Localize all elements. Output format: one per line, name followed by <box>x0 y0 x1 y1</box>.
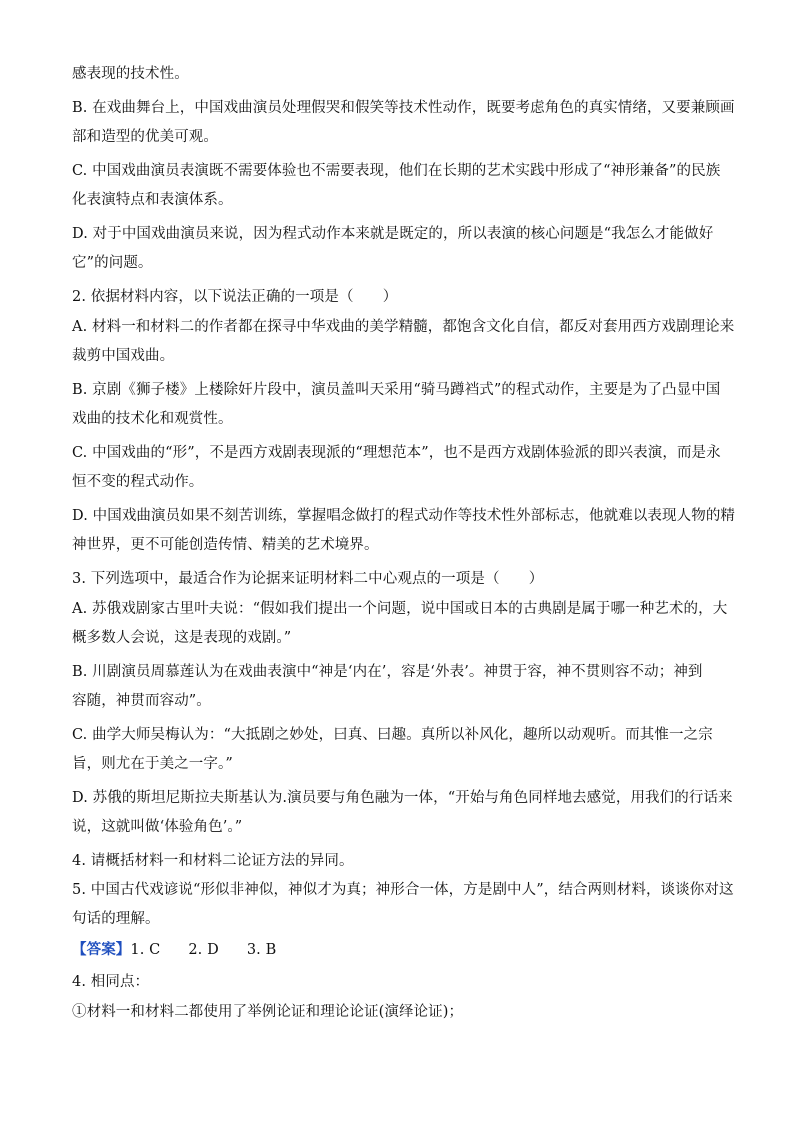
answer-tag: 【答案】 <box>72 941 131 958</box>
text-line: B. 京剧《狮子楼》上楼除奸片段中，演员盖叫天采用“骑马蹲裆式”的程式动作，主要是为了凸显中国 <box>72 382 721 398</box>
text-line: B. 川剧演员周慕莲认为在戏曲表演中“神是‘内在’，容是‘外表’。神贯于容，神不贯则容不动；神到 <box>72 664 703 680</box>
question-3: 3. 下列选项中，最适合作为论据来证明材料二中心观点的一项是（ ） <box>72 571 544 587</box>
text-line: 部和造型的优美可观。 <box>72 129 218 145</box>
answer-item: 1. C <box>130 942 161 958</box>
text-line: D. 苏俄的斯坦尼斯拉夫斯基认为.演员要与角色融为一体，“开始与角色同样地去感觉，用我们的行话来 <box>72 790 733 806</box>
text-line: 概多数人会说，这是表现的戏剧。” <box>72 630 292 646</box>
text-line: D. 中国戏曲演员如果不刻苦训练，掌握唱念做打的程式动作等技术性外部标志，他就难以表现人物的精 <box>72 508 736 524</box>
text-line: 神世界，更不可能创造传情、精美的艺术境界。 <box>72 537 379 553</box>
question-2: 2. 依据材料内容，以下说法正确的一项是（ ） <box>72 289 398 305</box>
text-line: 它”的问题。 <box>72 255 153 271</box>
text-line: 感表现的技术性。 <box>72 66 189 82</box>
question-5: 5. 中国古代戏谚说“形似非神似，神似才为真；神形合一体，方是剧中人”，结合两则材料，谈谈你对这 <box>72 882 734 898</box>
answer-item: 3. B <box>246 942 277 958</box>
text-line: 化表演特点和表演体系。 <box>72 192 233 208</box>
text-line: 句话的理解。 <box>72 911 160 927</box>
answer-4-heading: 4. 相同点： <box>72 974 150 990</box>
text-line: 戏曲的技术化和观赏性。 <box>72 411 233 427</box>
text-line: A. 材料一和材料二的作者都在探寻中华戏曲的美学精髓，都饱含文化自信，都反对套用西方戏剧理论来 <box>72 319 735 335</box>
text-line: C. 中国戏曲演员表演既不需要体验也不需要表现，他们在长期的艺术实践中形成了“神形兼备”的民族 <box>72 163 721 179</box>
text-line: 恒不变的程式动作。 <box>72 474 204 490</box>
text-line: 容随，神贯而容动”。 <box>72 693 211 709</box>
text-line: C. 中国戏曲的“形”，不是西方戏剧表现派的“理想范本”，也不是西方戏剧体验派的即兴表演，而是永 <box>72 445 721 461</box>
answer-line <box>72 940 732 960</box>
text-line: ①材料一和材料二都使用了举例论证和理论论证(演绎论证)； <box>72 1004 464 1020</box>
text-line: D. 对于中国戏曲演员来说，因为程式动作本来就是既定的，所以表演的核心问题是“我怎么才能做好 <box>72 226 714 242</box>
text-line: 说，这就叫做‘体验角色’。” <box>72 819 243 835</box>
question-4: 4. 请概括材料一和材料二论证方法的异同。 <box>72 853 354 869</box>
text-line: B. 在戏曲舞台上，中国戏曲演员处理假哭和假笑等技术性动作，既要考虑角色的真实情绪，又要兼顾画 <box>72 100 735 116</box>
answer-item: 2. D <box>188 942 219 958</box>
text-line: A. 苏俄戏剧家古里叶夫说：“假如我们提出一个问题，说中国或日本的古典剧是属于哪一种艺术的，大 <box>72 601 728 617</box>
text-line: C. 曲学大师吴梅认为：“大抵剧之妙处，曰真、曰趣。真所以补风化，趣所以动观听。而其惟一之宗 <box>72 727 713 743</box>
text-line: 裁剪中国戏曲。 <box>72 348 175 364</box>
text-line: 旨，则尤在于美之一字。” <box>72 756 233 772</box>
